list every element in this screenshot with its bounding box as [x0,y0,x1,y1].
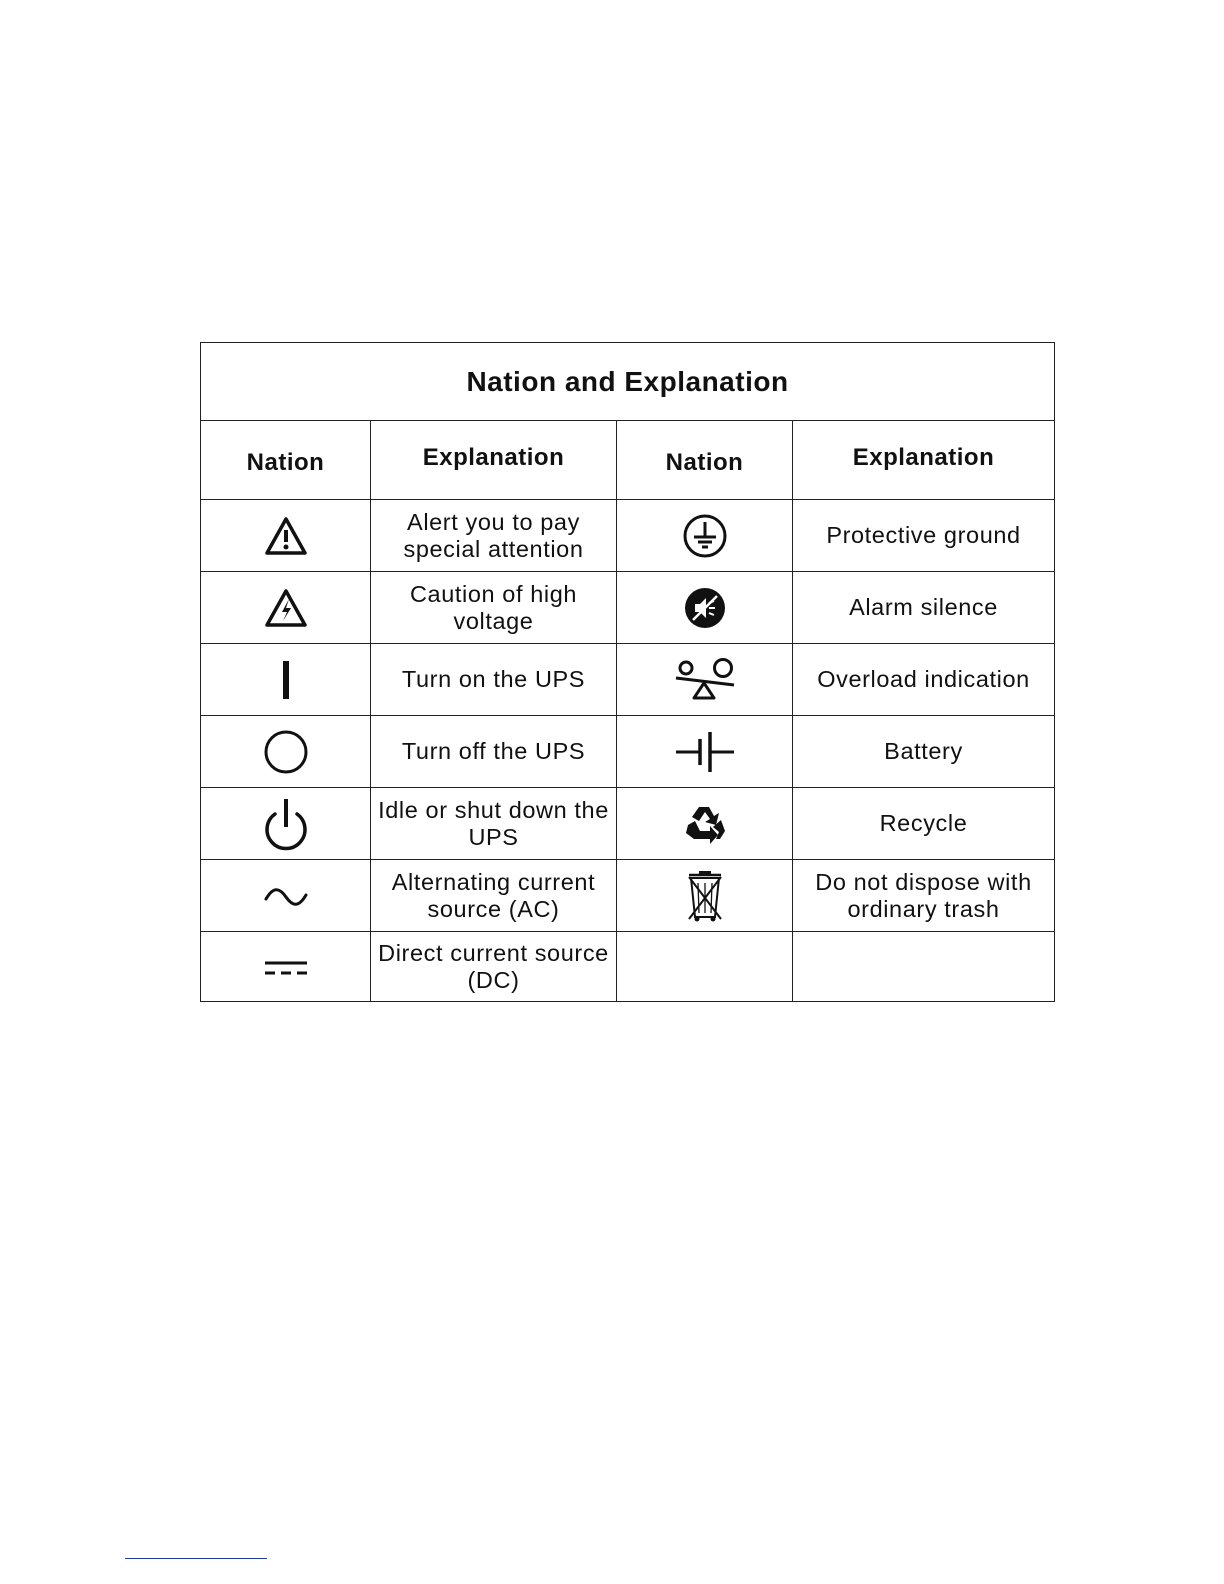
explanation-cell: Alarm silence [793,572,1055,644]
explanation-cell: Recycle [793,788,1055,860]
symbol-cell [201,716,371,788]
battery-icon [674,730,736,774]
protective-ground-icon [682,513,728,559]
symbol-cell [617,716,793,788]
table-row [201,788,1055,860]
symbol-cell [617,500,793,572]
recycle-icon [683,803,727,845]
standby-icon [262,797,310,851]
table-row [201,644,1055,716]
explanation-cell: Direct current source (DC) [371,932,617,1002]
warning-icon [264,516,308,556]
symbol-cell [617,644,793,716]
table-row [201,860,1055,932]
explanation-cell: Idle or shut down the UPS [371,788,617,860]
explanation-cell: Turn off the UPS [371,716,617,788]
symbol-cell [201,572,371,644]
alarm-silence-icon [683,586,727,630]
explanation-cell: Alternating current source (AC) [371,860,617,932]
header-nation-left: Nation [201,421,371,500]
symbol-cell [201,932,371,1002]
explanation-cell: Battery [793,716,1055,788]
symbol-cell [617,572,793,644]
table-row [201,572,1055,644]
no-trash-icon [685,869,725,923]
power-off-icon [263,729,309,775]
header-explanation-right: Explanation [793,421,1055,500]
symbol-cell [201,788,371,860]
explanation-cell: Alert you to pay special attention [371,500,617,572]
table-header-row [201,421,1055,500]
high-voltage-icon [264,588,308,628]
footnote-rule [125,1558,267,1559]
power-on-icon [280,660,292,700]
explanation-cell: Turn on the UPS [371,644,617,716]
table-row [201,500,1055,572]
symbol-cell [201,860,371,932]
table-title: Nation and Explanation [201,343,1055,421]
overload-icon [674,658,736,702]
empty-explanation-cell [793,932,1055,1002]
explanation-cell: Protective ground [793,500,1055,572]
ac-icon [263,887,309,907]
table-row [201,932,1055,1002]
empty-symbol-cell [617,932,793,1002]
dc-icon [263,959,309,977]
symbol-cell [201,500,371,572]
explanation-cell: Caution of high voltage [371,572,617,644]
header-explanation-left: Explanation [371,421,617,500]
symbol-cell [617,860,793,932]
table-row [201,716,1055,788]
explanation-cell: Do not dispose with ordinary trash [793,860,1055,932]
header-nation-right: Nation [617,421,793,500]
symbol-cell [201,644,371,716]
symbols-table [200,342,1055,1002]
symbol-cell [617,788,793,860]
explanation-cell: Overload indication [793,644,1055,716]
table-title-row [201,343,1055,421]
